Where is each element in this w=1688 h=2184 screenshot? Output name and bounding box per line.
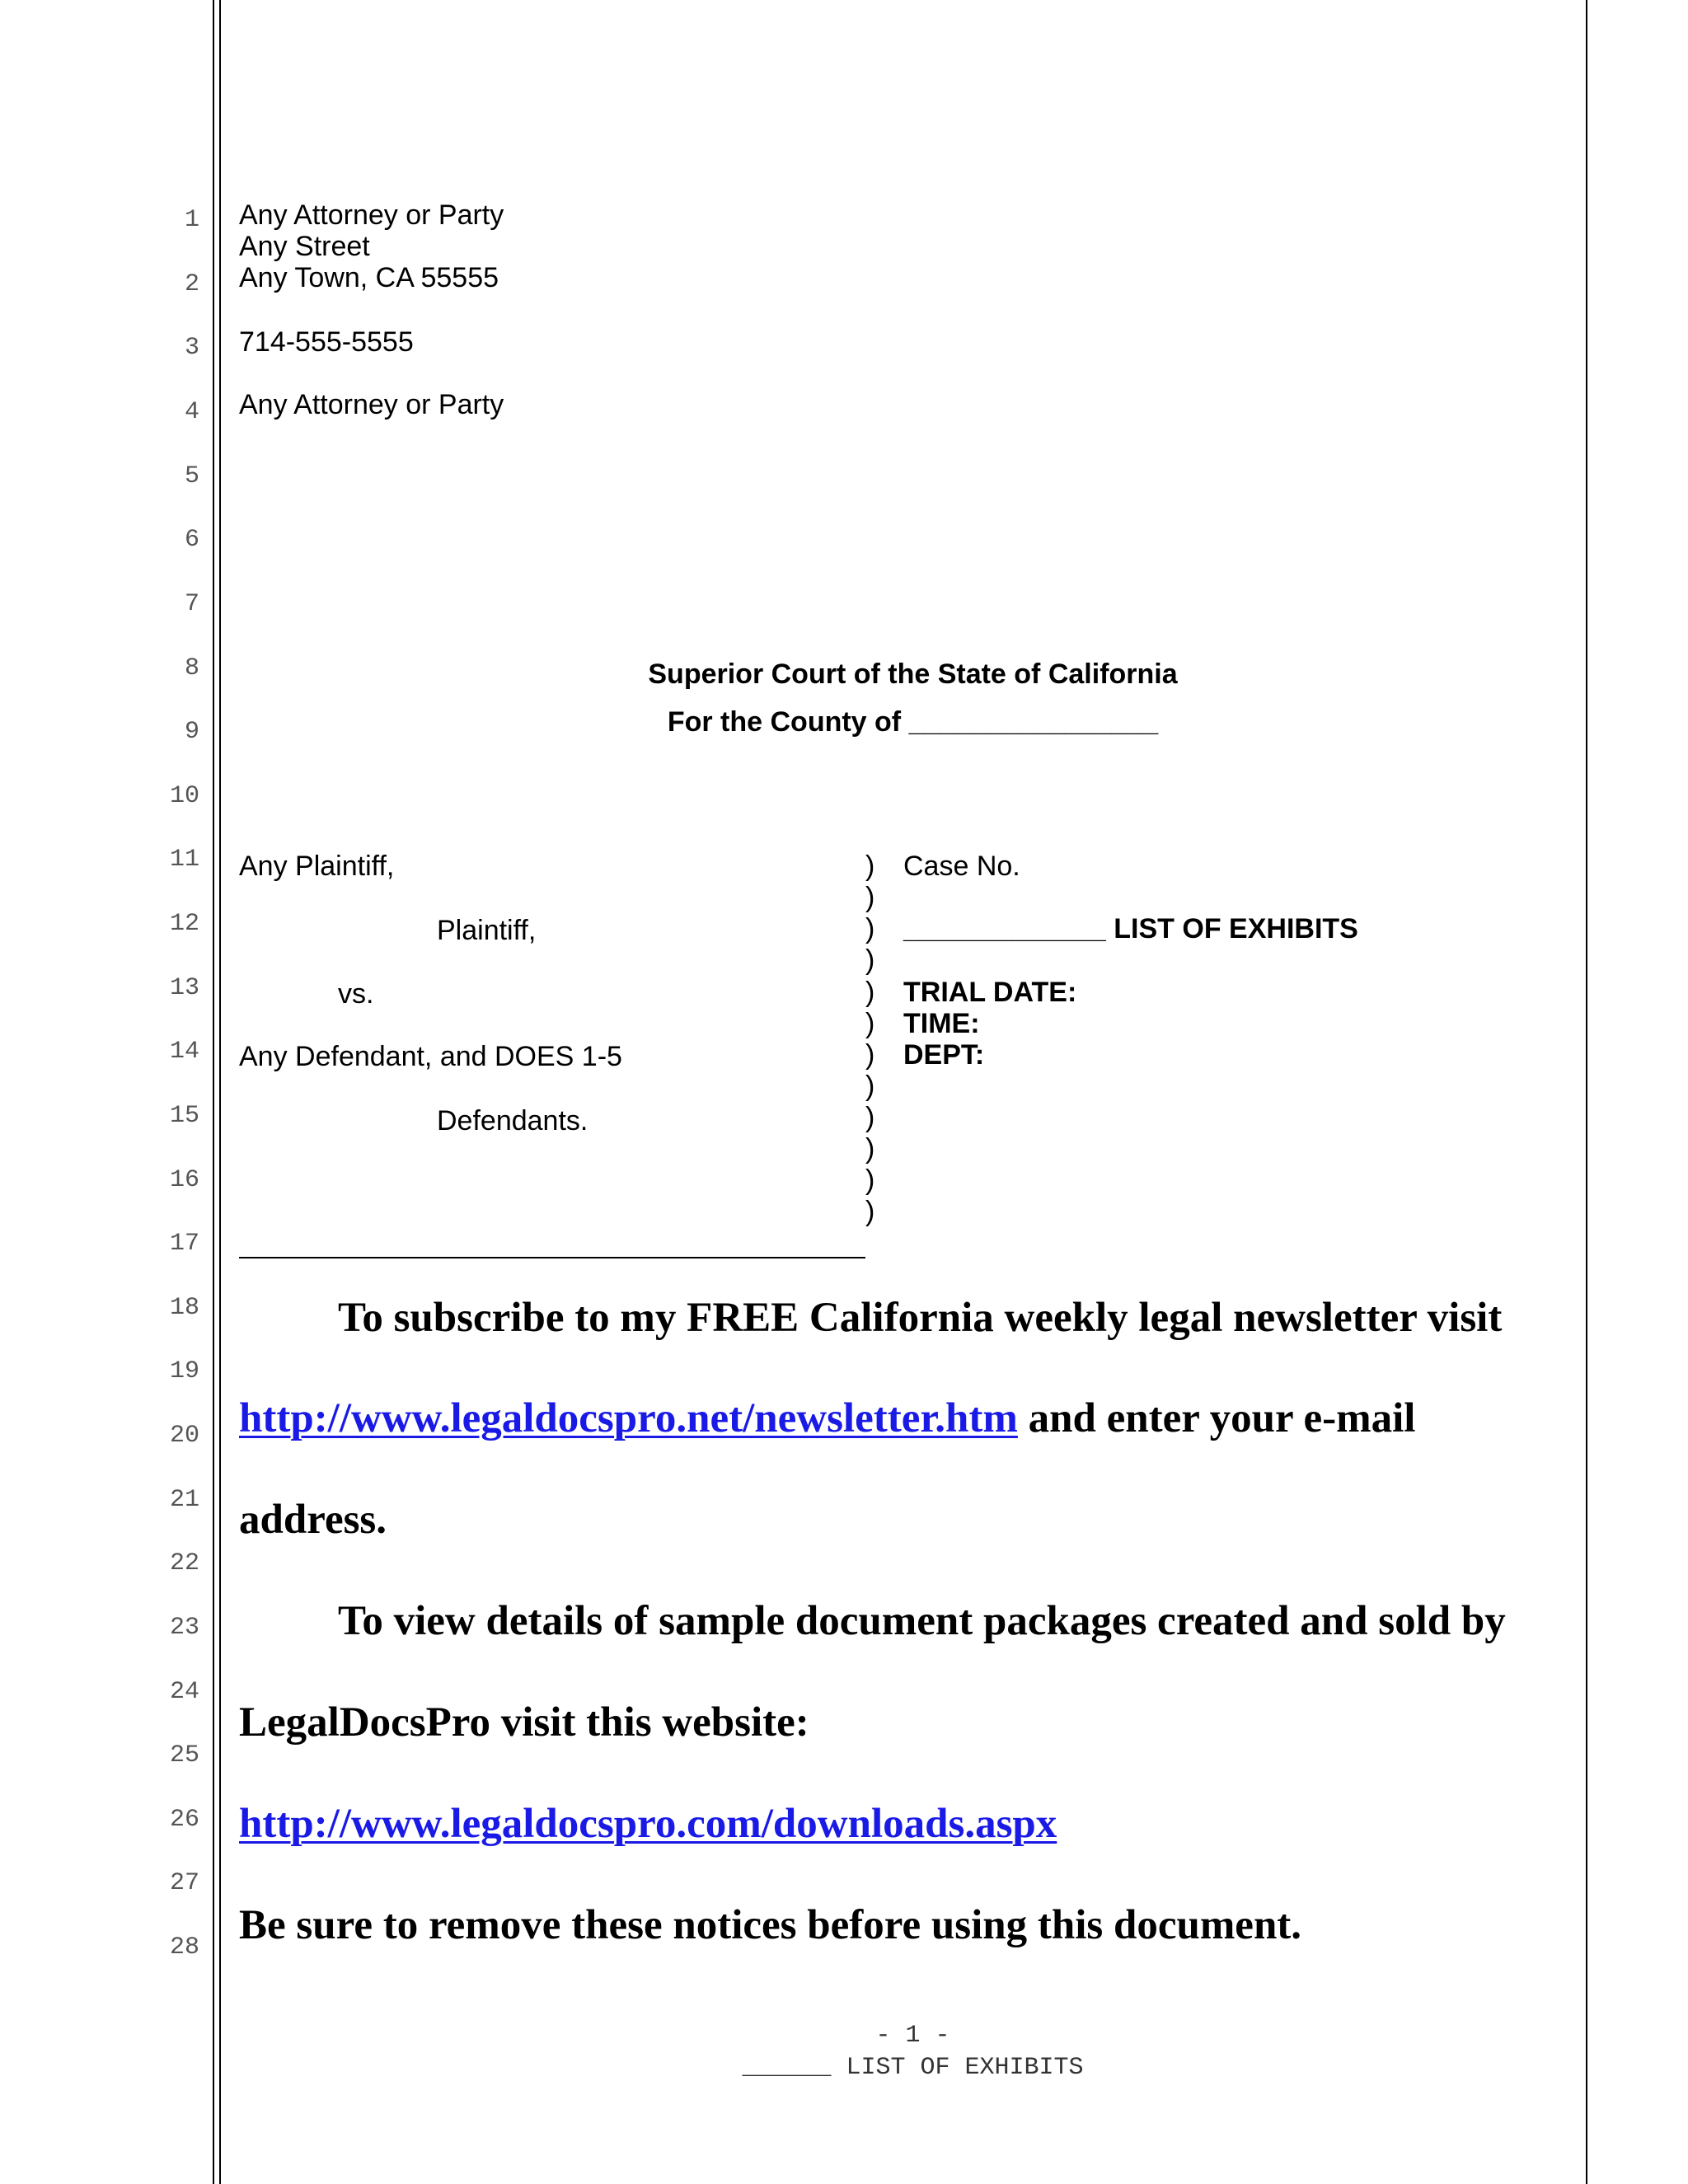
attorney-street: Any Street [239, 231, 370, 262]
caption-divider [239, 1257, 865, 1258]
line-number: 16 [169, 1166, 199, 1194]
plaintiff-role: Plaintiff, [437, 915, 537, 946]
document-title-blank: _____________ [903, 913, 1106, 944]
line-number: 9 [184, 718, 199, 746]
line-number: 25 [169, 1741, 199, 1769]
line-number: 24 [169, 1678, 199, 1706]
newsletter-notice-line-1: To subscribe to my FREE California weekly legal newsletter visit [338, 1295, 1503, 1341]
newsletter-notice-after-link: and enter your e-mail [1017, 1395, 1416, 1441]
paren: ) [865, 882, 875, 913]
case-number-label: Case No. [903, 851, 1020, 882]
line-number: 14 [169, 1038, 199, 1066]
line-number: 15 [169, 1102, 199, 1130]
line-number: 20 [169, 1422, 199, 1450]
document-title-text: LIST OF EXHIBITS [1114, 913, 1358, 944]
paren: ) [865, 944, 875, 976]
line-number: 3 [184, 334, 199, 362]
line-number: 11 [169, 846, 199, 874]
trial-time-label: TIME: [903, 1008, 980, 1039]
line-number: 22 [169, 1549, 199, 1577]
downloads-link[interactable]: http://www.legaldocspro.com/downloads.aspx [239, 1801, 1057, 1847]
versus-label: vs. [338, 978, 374, 1010]
samples-notice-line-2: LegalDocsPro visit this website: [239, 1699, 809, 1746]
newsletter-notice-line-3: address. [239, 1497, 387, 1543]
paren: ) [865, 1133, 875, 1165]
line-number: 5 [184, 462, 199, 490]
trial-date-label: TRIAL DATE: [903, 977, 1077, 1008]
paren: ) [865, 913, 875, 944]
paren: ) [865, 1008, 875, 1039]
remove-notices-line: Be sure to remove these notices before using this document. [239, 1902, 1302, 1948]
left-margin-rule-outer [213, 0, 214, 2184]
line-number: 26 [169, 1806, 199, 1834]
attorney-city: Any Town, CA 55555 [239, 262, 499, 293]
newsletter-notice-line-2 [239, 1394, 1415, 1442]
line-number: 18 [169, 1294, 199, 1322]
line-number: 13 [169, 974, 199, 1002]
line-number: 7 [184, 590, 199, 618]
paren: ) [865, 977, 875, 1008]
paren: ) [865, 1102, 875, 1133]
left-margin-rule-inner [219, 0, 221, 2184]
document-title [903, 913, 1358, 944]
plaintiff-name: Any Plaintiff, [239, 851, 395, 882]
line-number: 2 [184, 270, 199, 298]
attorney-name: Any Attorney or Party [239, 199, 504, 231]
line-number: 21 [169, 1486, 199, 1514]
line-number: 17 [169, 1230, 199, 1258]
attorney-phone: 714-555-5555 [239, 326, 414, 358]
line-number: 10 [169, 782, 199, 810]
line-number: 27 [169, 1869, 199, 1897]
samples-notice-line-1: To view details of sample document packages created and sold by [338, 1598, 1506, 1644]
line-number: 4 [184, 398, 199, 426]
line-number: 19 [169, 1357, 199, 1385]
line-number: 1 [184, 206, 199, 234]
attorney-for: Any Attorney or Party [239, 389, 504, 420]
defendant-role: Defendants. [437, 1105, 588, 1137]
line-number: 12 [169, 910, 199, 938]
footer-title: ______ LIST OF EXHIBITS [742, 2054, 1084, 2082]
court-county: For the County of ________________ [667, 706, 1159, 738]
trial-dept-label: DEPT: [903, 1039, 985, 1071]
line-number: 6 [184, 526, 199, 554]
right-margin-rule [1586, 0, 1587, 2184]
paren: ) [865, 1039, 875, 1071]
line-number: 28 [169, 1933, 199, 1961]
newsletter-link[interactable]: http://www.legaldocspro.net/newsletter.htm [239, 1395, 1018, 1441]
paren: ) [865, 1071, 875, 1102]
line-number: 23 [169, 1614, 199, 1642]
paren: ) [865, 851, 875, 882]
page-number: - 1 - [875, 2022, 950, 2050]
line-number: 8 [184, 654, 199, 682]
paren: ) [865, 1196, 875, 1227]
paren: ) [865, 1165, 875, 1196]
court-name: Superior Court of the State of California [648, 658, 1178, 690]
downloads-link-line [239, 1800, 1057, 1848]
defendant-name: Any Defendant, and DOES 1-5 [239, 1041, 622, 1072]
